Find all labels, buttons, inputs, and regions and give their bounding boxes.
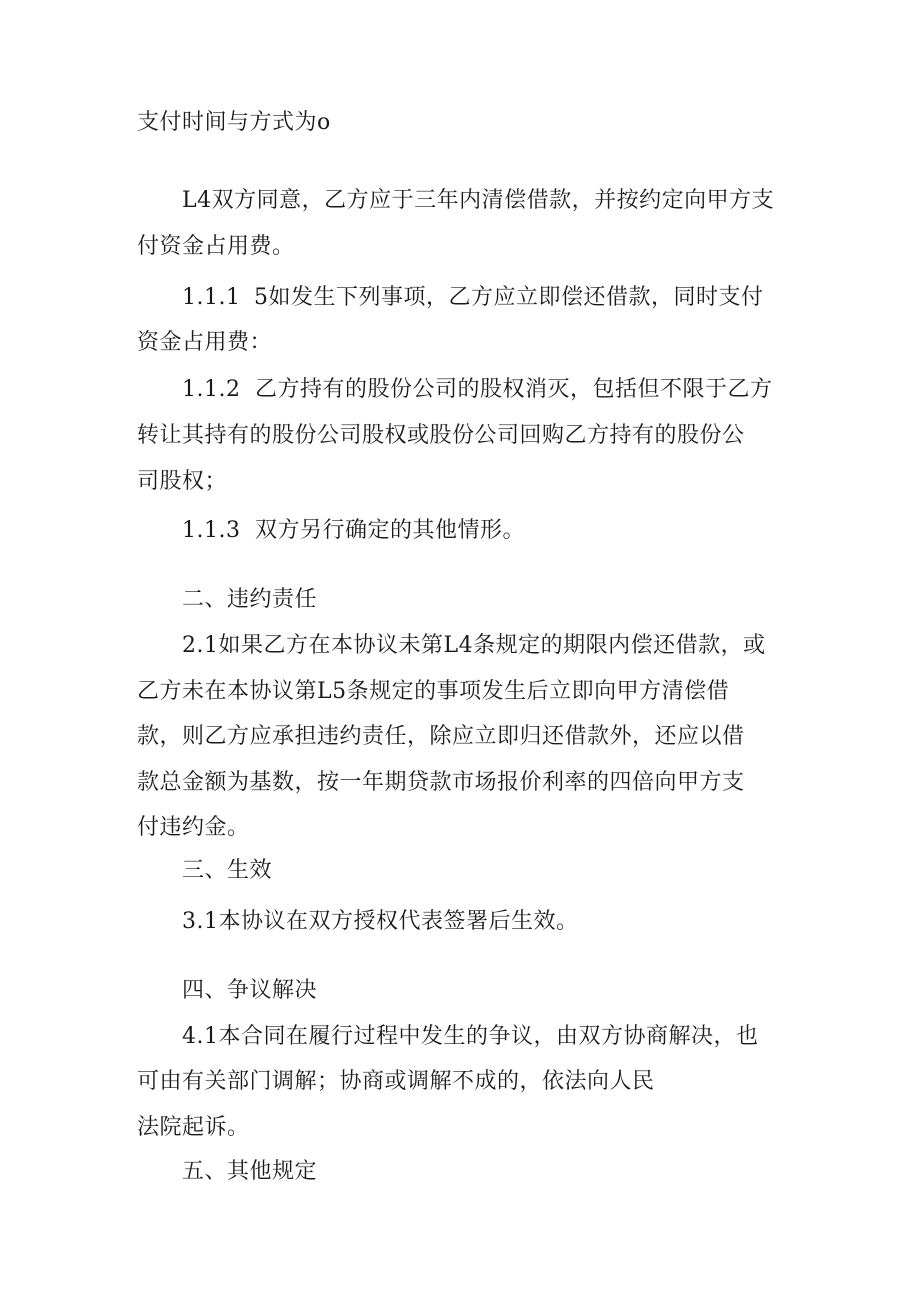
clause-text: 5如发生下列事项，乙方应立即偿还借款，同时支付 xyxy=(254,285,764,310)
clause-number: 1.1.2 xyxy=(182,377,241,402)
text-line-clause-1-4-cont: 付资金占用费。 xyxy=(137,234,295,259)
text-line-clause-2-1-cont3: 款总金额为基数，按一年期贷款市场报价利率的四倍向甲方支 xyxy=(137,770,745,795)
text-line-clause-3-1: 3.1本协议在双方授权代表签署后生效。 xyxy=(182,909,579,934)
text-line-clause-1-1-1-cont: 资金占用费： xyxy=(137,330,273,355)
section-heading-dispute: 四、争议解决 xyxy=(182,978,318,1003)
text-line-clause-4-1-cont1: 可由有关部门调解；协商或调解不成的，依法向人民 xyxy=(137,1069,655,1094)
clause-number: 1.1.3 xyxy=(182,518,241,543)
text-line-clause-4-1-cont2: 法院起诉。 xyxy=(137,1115,250,1140)
section-heading-other: 五、其他规定 xyxy=(182,1159,318,1184)
text-line-clause-2-1-cont2: 款，则乙方应承担违约责任，除应立即归还借款外，还应以借 xyxy=(137,724,745,749)
text-line-clause-1-1-2-cont1: 转让其持有的股份公司股权或股份公司回购乙方持有的股份公 xyxy=(137,423,745,448)
text-line-clause-1-1-3 xyxy=(182,516,525,546)
text-line-clause-2-1-cont1: 乙方未在本协议第L5条规定的事项发生后立即向甲方清偿借 xyxy=(137,679,730,704)
text-line-clause-2-1: 2.1如果乙方在本协议未第L4条规定的期限内偿还借款，或 xyxy=(182,633,766,658)
section-heading-effect: 三、生效 xyxy=(182,858,273,883)
text-line-payment-time: 支付时间与方式为o xyxy=(137,110,331,135)
text-line-clause-1-1-2-cont2: 司股权； xyxy=(137,469,228,494)
text-line-clause-1-1-1 xyxy=(182,283,764,313)
text-line-clause-1-1-2 xyxy=(182,375,773,405)
clause-text: 乙方持有的股份公司的股权消灭，包括但不限于乙方 xyxy=(255,377,773,402)
section-heading-breach: 二、违约责任 xyxy=(182,587,318,612)
text-line-clause-2-1-cont4: 付违约金。 xyxy=(137,815,250,840)
clause-number: 1.1.1 xyxy=(182,285,241,310)
text-line-clause-4-1: 4.1本合同在履行过程中发生的争议，由双方协商解决，也 xyxy=(182,1024,759,1049)
clause-text: 双方另行确定的其他情形。 xyxy=(255,518,526,543)
text-line-clause-1-4: L4双方同意，乙方应于三年内清偿借款，并按约定向甲方支 xyxy=(182,188,775,213)
